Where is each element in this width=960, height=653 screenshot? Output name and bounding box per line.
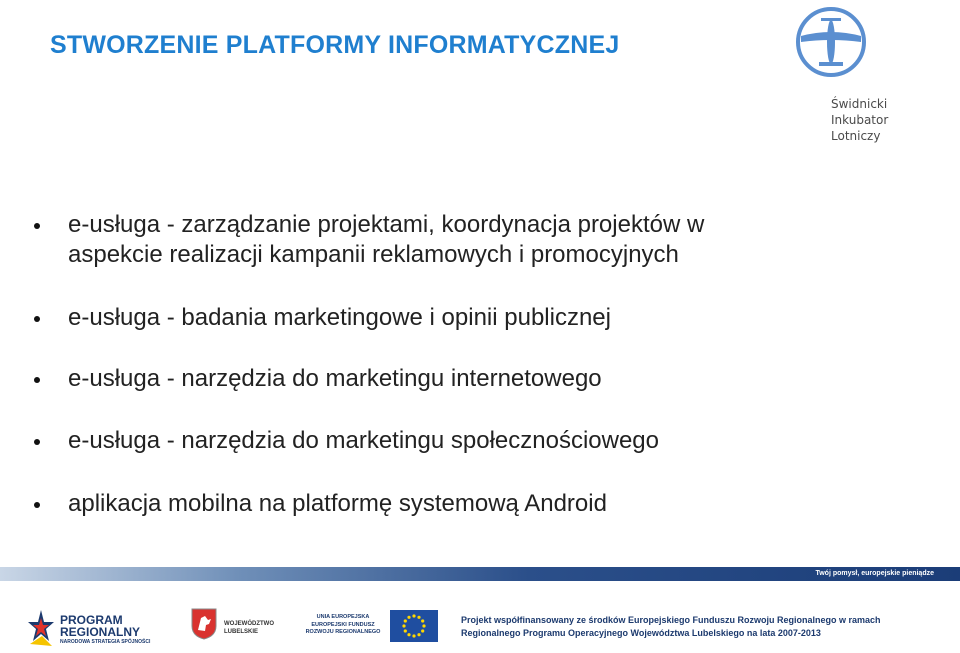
bullet-text: e-usługa - narzędzia do marketingu społecznościowego [68,427,659,454]
bullet-item [34,426,894,456]
project-funding-note [461,614,881,640]
wojewodztwo-line: LUBELSKIE [224,629,259,635]
eu-line: UNIA EUROPEJSKA [316,614,370,620]
logo-wordmark [831,96,888,144]
bullet-item [34,489,894,519]
program-line: PROGRAM [60,613,123,627]
eu-fund-text [300,614,386,637]
bullet-text: aplikacja mobilna na platformę systemową Android [68,490,607,517]
bullet-item [34,210,894,270]
lubelskie-crest-icon [191,608,217,640]
logo-line: Świdnicki [831,97,888,111]
program-regionalny-star-icon [28,608,54,648]
bullet-text: aspekcie realizacji kampanii reklamowych i promocyjnych [68,241,679,268]
program-line: REGIONALNY [60,625,141,639]
bullet-text: e-usługa - zarządzanie projektami, koordynacja projektów w [68,211,705,238]
slide-title: STWORZENIE PLATFORMY INFORMATYCZNEJ [50,31,620,59]
wojewodztwo-logo [224,620,274,636]
program-regionalny-logo [60,614,150,646]
logo-line: Inkubator [831,113,889,127]
bullet-text: e-usługa - narzędzia do marketingu internetowego [68,365,602,392]
wojewodztwo-line: WOJEWÓDZTWO [224,621,274,627]
eu-line: ROZWOJU REGIONALNEGO [305,629,381,635]
bullet-list [34,210,894,519]
bullet-text: e-usługa - badania marketingowe i opinii publicznej [68,304,611,331]
airplane-badge-icon [795,6,867,78]
bullet-item [34,364,894,394]
logo-line: Lotniczy [831,129,881,143]
eu-flag-icon [390,610,438,642]
bullet-item [34,303,894,333]
eu-line: EUROPEJSKI FUNDUSZ [311,621,375,628]
program-line: NARODOWA STRATEGIA SPÓJNOŚCI [60,639,151,645]
project-line: Regionalnego Programu Operacyjnego Województwa Lubelskiego na lata 2007-2013 [461,628,821,638]
project-line: Projekt współfinansowany ze środków Europejskiego Funduszu Rozwoju Regionalnego w ramach [461,615,881,625]
footer-slogan: Twój pomysł, europejskie pieniądze [815,570,934,577]
